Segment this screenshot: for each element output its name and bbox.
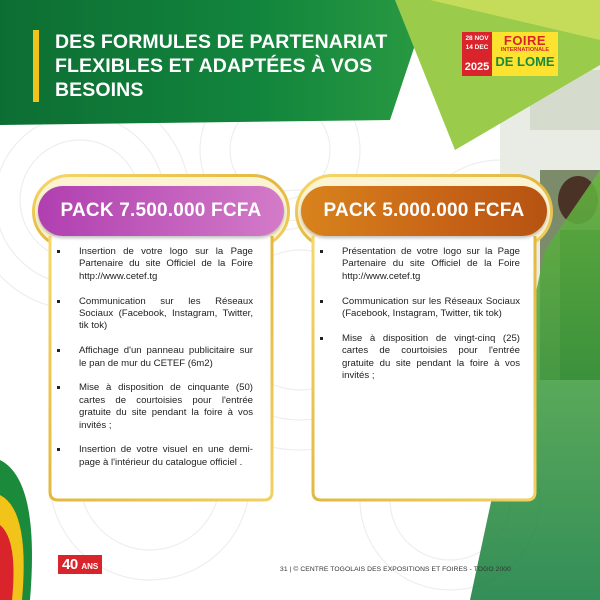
list-item: Mise à disposition de vingt-cinq (25) cartes de courtoisies pour l'entrée gratuite du site pendant la foire à vos invités ; (320, 333, 520, 383)
foire-logo (462, 32, 558, 76)
list-item: Affichage d'un panneau publicitaire sur le pan de mur du CETEF (6m2) (57, 345, 253, 370)
page-title (55, 30, 395, 102)
pack-title: PACK 7.500.000 FCFA (38, 186, 284, 236)
logo-date-start: 28 NOV (465, 35, 489, 42)
pack-card-5000000 (295, 174, 553, 504)
logo-name-bottom: DE LOME (495, 54, 555, 69)
anniversary-ribbon (0, 440, 120, 600)
anniversary-number: 40 (62, 556, 78, 573)
list-item: Communication sur les Réseaux Sociaux (Facebook, Instagram, Twitter, tik tok) (320, 296, 520, 321)
list-item: Présentation de votre logo sur la Page Partenaire du site Officiel de la Foire http://www.cetef.tg (320, 246, 520, 283)
logo-name-middle: INTERNATIONALE (500, 47, 550, 53)
pack-title: PACK 5.000.000 FCFA (301, 186, 547, 236)
page-title-line: BESOINS (55, 79, 144, 101)
list-item: Mise à disposition de cinquante (50) cartes de courtoisies pour l'entrée gratuite du site pendant la foire à vos invités ; (57, 382, 253, 432)
logo-year: 2025 (462, 59, 492, 75)
pack-benefits-list (320, 246, 520, 395)
page-title-line: DES FORMULES DE PARTENARIAT (55, 31, 388, 53)
logo-name (492, 32, 558, 76)
list-item: Insertion de votre logo sur la Page Partenaire du site Officiel de la Foire http://www.cetef.tg (57, 246, 253, 283)
footer-copyright: 31 | © CENTRE TOGOLAIS DES EXPOSITIONS ET FOIRES - TOGO 2000 (280, 566, 511, 573)
list-item: Insertion de votre visuel en une demi-page à l'intérieur du catalogue officiel . (57, 444, 253, 469)
anniversary-badge (58, 555, 102, 574)
title-accent-bar (33, 30, 39, 102)
list-item: Communication sur les Réseaux Sociaux (Facebook, Instagram, Twitter, tik tok) (57, 296, 253, 333)
logo-date-end: 14 DEC (465, 44, 489, 51)
anniversary-unit: ANS (81, 562, 99, 571)
logo-name-top: FOIRE (503, 33, 547, 48)
page-title-line: FLEXIBLES ET ADAPTÉES À VOS (55, 55, 373, 77)
